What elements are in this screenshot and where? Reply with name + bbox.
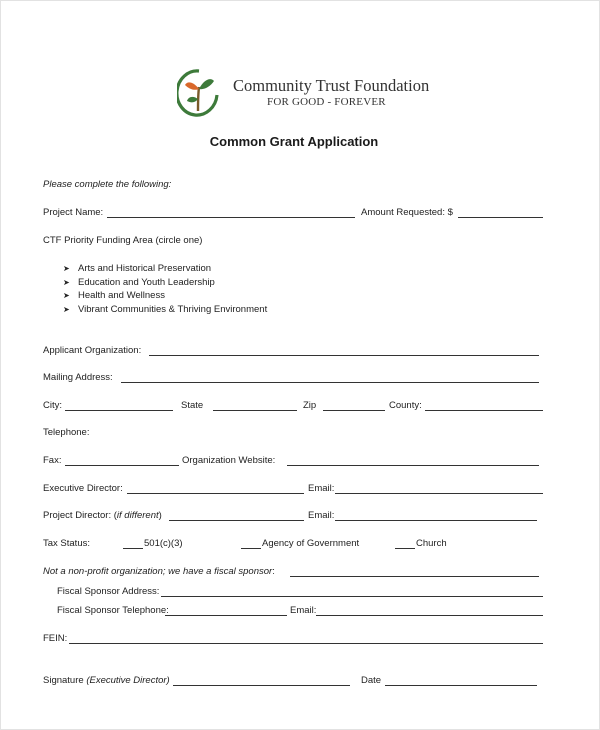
state-field[interactable]: [213, 410, 297, 411]
exec-email-field[interactable]: [335, 493, 543, 494]
fax-row: [43, 455, 543, 469]
fiscal-sponsor-address-label: Fiscal Sponsor Address:: [57, 586, 160, 597]
fiscal-sponsor-address-field[interactable]: [161, 596, 543, 597]
fax-field[interactable]: [65, 465, 179, 466]
funding-area-option: Vibrant Communities & Thriving Environment: [78, 303, 268, 315]
applicant-org-label: Applicant Organization:: [43, 345, 142, 356]
page-title: Common Grant Application: [209, 134, 379, 149]
fiscal-sponsor-field[interactable]: [290, 576, 539, 577]
project-name-label: Project Name:: [43, 207, 104, 218]
list-item[interactable]: [63, 289, 463, 303]
fein-label: FEIN:: [43, 633, 68, 644]
zip-field[interactable]: [323, 410, 385, 411]
fiscal-sponsor-note: Not a non-profit organization; we have a fiscal sponsor:: [43, 566, 275, 577]
date-field[interactable]: [385, 685, 537, 686]
chevron-right-icon: ➤: [63, 277, 70, 287]
fiscal-email-field[interactable]: [316, 615, 543, 616]
exec-director-row: [43, 483, 543, 497]
telephone-label: Telephone:: [43, 427, 90, 438]
fiscal-sponsor-phone-field[interactable]: [165, 615, 287, 616]
funding-area-option: Health and Wellness: [78, 290, 165, 301]
city-row: [43, 400, 543, 414]
county-field[interactable]: [425, 410, 543, 411]
tax-church-checkbox[interactable]: [395, 548, 415, 549]
tax-church-label: Church: [416, 538, 447, 549]
org-website-field[interactable]: [287, 465, 539, 466]
mailing-address-label: Mailing Address:: [43, 372, 113, 383]
fiscal-sponsor-row: [43, 566, 543, 580]
tax-501c3-checkbox[interactable]: [123, 548, 143, 549]
signature-field[interactable]: [173, 685, 350, 686]
fiscal-sponsor-address-row: [57, 586, 543, 600]
signature-label: Signature (Executive Director): [43, 675, 170, 686]
list-item[interactable]: [63, 262, 463, 276]
chevron-right-icon: ➤: [63, 264, 70, 273]
project-director-field[interactable]: [169, 520, 304, 521]
tax-government-label: Agency of Government: [262, 538, 360, 549]
org-website-label: Organization Website:: [182, 455, 276, 466]
exec-email-label: Email:: [308, 483, 335, 494]
org-name: Community Trust Foundation: [233, 76, 430, 95]
fiscal-sponsor-phone-label: Fiscal Sponsor Telephone:: [57, 605, 169, 616]
project-name-field[interactable]: [107, 217, 355, 218]
zip-label: Zip: [303, 400, 317, 411]
project-director-label: Project Director: (if different): [43, 510, 162, 521]
fein-field[interactable]: [69, 643, 543, 644]
fax-label: Fax:: [43, 455, 62, 466]
amount-field[interactable]: [458, 217, 543, 218]
date-label: Date: [361, 675, 382, 686]
project-name-row: [43, 207, 543, 221]
amount-label: Amount Requested: $: [361, 207, 453, 218]
exec-director-label: Executive Director:: [43, 483, 123, 494]
county-label: County:: [389, 400, 422, 411]
exec-director-field[interactable]: [127, 493, 304, 494]
instruction-row: [43, 179, 543, 193]
org-tagline: FOR GOOD - FOREVER: [267, 96, 386, 108]
mailing-address-row: [43, 372, 543, 386]
mailing-address-field[interactable]: [121, 382, 539, 383]
project-director-row: [43, 510, 543, 524]
sprout-in-circle-icon: [177, 67, 221, 119]
instruction-text: Please complete the following:: [43, 179, 172, 190]
city-field[interactable]: [65, 410, 173, 411]
funding-area-list: [63, 262, 463, 316]
state-label: State: [181, 400, 204, 411]
telephone-row: [43, 427, 543, 441]
funding-area-row: [43, 235, 543, 249]
tax-status-row: [43, 538, 543, 552]
funding-area-label: CTF Priority Funding Area (circle one): [43, 235, 203, 246]
tax-status-label: Tax Status:: [43, 538, 90, 549]
funding-area-option: Arts and Historical Preservation: [78, 263, 212, 274]
tax-501c3-label: 501(c)(3): [144, 538, 183, 549]
list-item[interactable]: [63, 276, 463, 290]
fiscal-email-label: Email:: [290, 605, 317, 616]
chevron-right-icon: ➤: [63, 291, 70, 300]
list-item[interactable]: [63, 303, 463, 317]
signature-row: [43, 675, 543, 689]
tax-government-checkbox[interactable]: [241, 548, 261, 549]
project-email-label: Email:: [308, 510, 335, 521]
city-label: City:: [43, 400, 62, 411]
applicant-org-field[interactable]: [149, 355, 539, 356]
fiscal-sponsor-phone-row: [57, 605, 543, 619]
applicant-org-row: [43, 345, 543, 359]
funding-area-option: Education and Youth Leadership: [78, 276, 215, 288]
chevron-right-icon: ➤: [63, 304, 70, 314]
fein-row: [43, 633, 543, 647]
project-email-field[interactable]: [335, 520, 537, 521]
